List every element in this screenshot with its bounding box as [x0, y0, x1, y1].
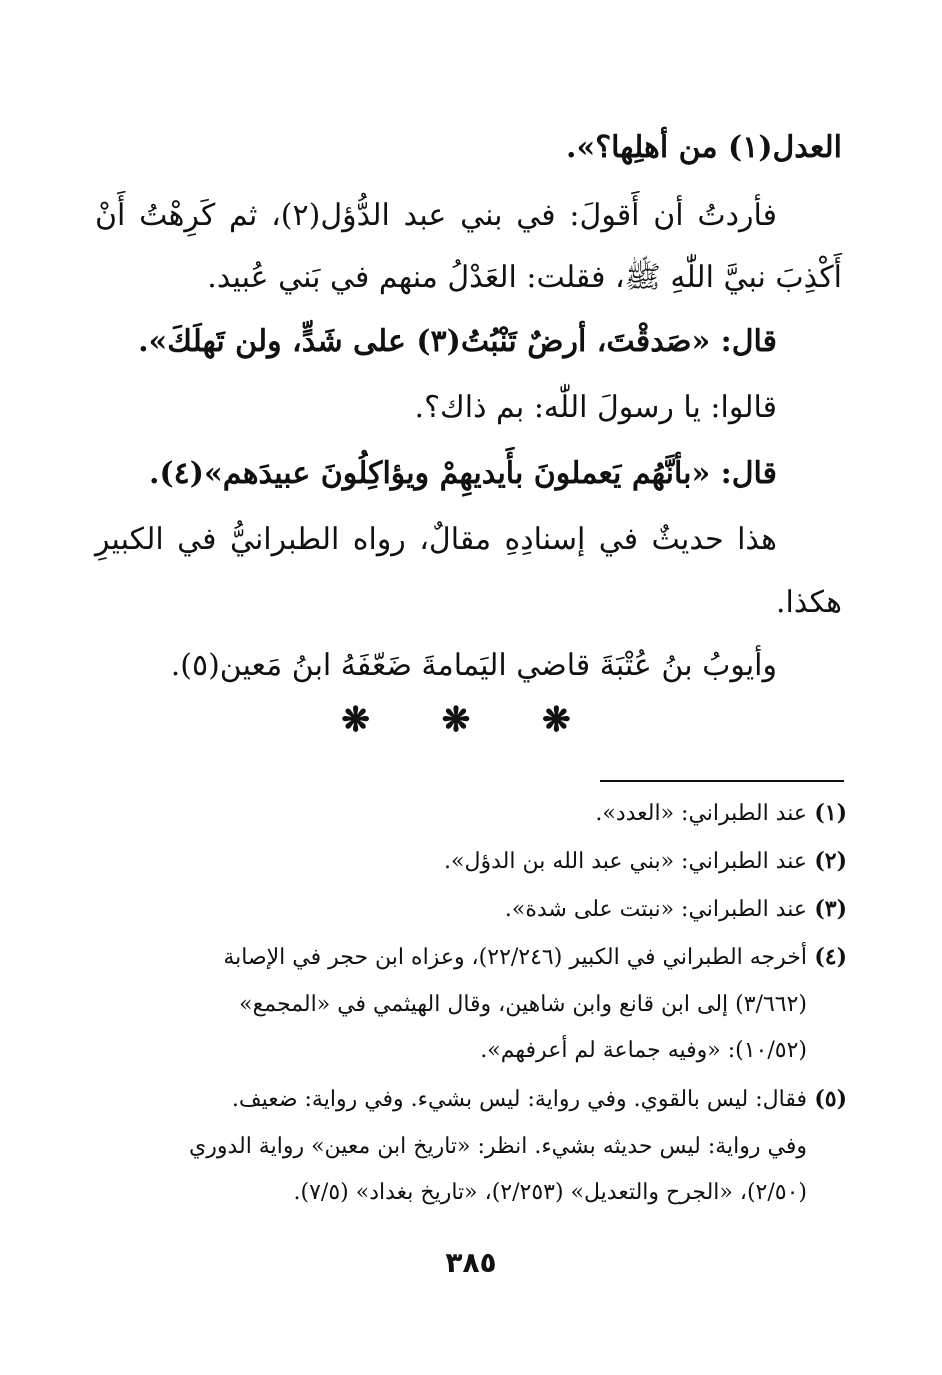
- body-line-5: قالوا: يا رسولَ اللّٰه: بم ذاك؟.: [414, 390, 777, 425]
- body-line-2: فأردتُ أن أَقولَ: في بني عبد الدُّؤل(٢)، ثم كَرِهْتُ أَنْ: [95, 198, 777, 233]
- footnote-3: [90, 894, 847, 925]
- footnote-rule: [600, 780, 844, 782]
- footnote-number: (١): [814, 800, 847, 826]
- footnote-text: عند الطبراني: «نبتت على شدة».: [504, 897, 807, 922]
- footnote-text: أخرجه الطبراني في الكبير (٢٢/٢٤٦)، وعزاه ابن حجر في الإصابة: [223, 945, 807, 970]
- footnote-number: (٣): [814, 896, 847, 922]
- body-line-8: هكذا.: [775, 585, 842, 620]
- body-line-6: قال: «بأنَّهُم يَعملونَ بأَيديهِمْ ويؤاكِلُونَ عبيدَهم»(٤).: [149, 456, 777, 491]
- footnote-number: (٥): [814, 1086, 847, 1112]
- footnote-text: فقال: ليس بالقوي. وفي رواية: ليس بشيء. وفي رواية: ضعيف.: [231, 1087, 807, 1112]
- footnote-4-line-2: (٣/٦٦٢) إلى ابن قانع وابن شاهين، وقال الهيثمي في «المجمع»: [239, 992, 807, 1017]
- footnote-text: عند الطبراني: «العدد».: [595, 801, 807, 826]
- footnote-5: [90, 1084, 847, 1115]
- section-separator: ❋ ❋ ❋: [341, 700, 601, 740]
- footnote-4: [90, 942, 847, 973]
- footnote-5-line-2: وفي رواية: ليس حديثه بشيء. انظر: «تاريخ ابن معين» رواية الدوري: [188, 1134, 807, 1159]
- footnote-2: [90, 846, 847, 877]
- body-line-3: أَكْذِبَ نبيَّ اللّٰهِ ﷺ، فقلت: العَدْلُ منهم في بَني عُبيد.: [207, 260, 842, 295]
- body-line-1: العدل(١) من أهلِها؟».: [566, 130, 842, 165]
- body-line-9: وأيوبُ بنُ عُتْبَةَ قاضي اليَمامةَ ضَعّفَهُ ابنُ مَعين(٥).: [170, 648, 777, 683]
- body-line-7: هذا حديثٌ في إسنادِهِ مقالٌ، رواه الطبرانيُّ في الكبيرِ: [95, 522, 777, 557]
- footnote-1: [90, 798, 847, 829]
- page-number: ٣٨٥: [445, 1246, 497, 1279]
- footnote-number: (٢): [814, 848, 847, 874]
- footnote-5-line-3: (٢/٥٠)، «الجرح والتعديل» (٢/٢٥٣)، «تاريخ بغداد» (٧/٥).: [293, 1180, 807, 1205]
- footnote-4-line-3: (١٠/٥٢): «وفيه جماعة لم أعرفهم».: [480, 1038, 807, 1063]
- footnote-number: (٤): [814, 944, 847, 970]
- body-line-4: قال: «صَدقْتَ، أرضٌ تَنْبُتُ(٣) على شَدٍّ، ولن تَهلَكَ».: [138, 324, 777, 359]
- footnote-text: عند الطبراني: «بني عبد الله بن الدؤل».: [444, 849, 807, 874]
